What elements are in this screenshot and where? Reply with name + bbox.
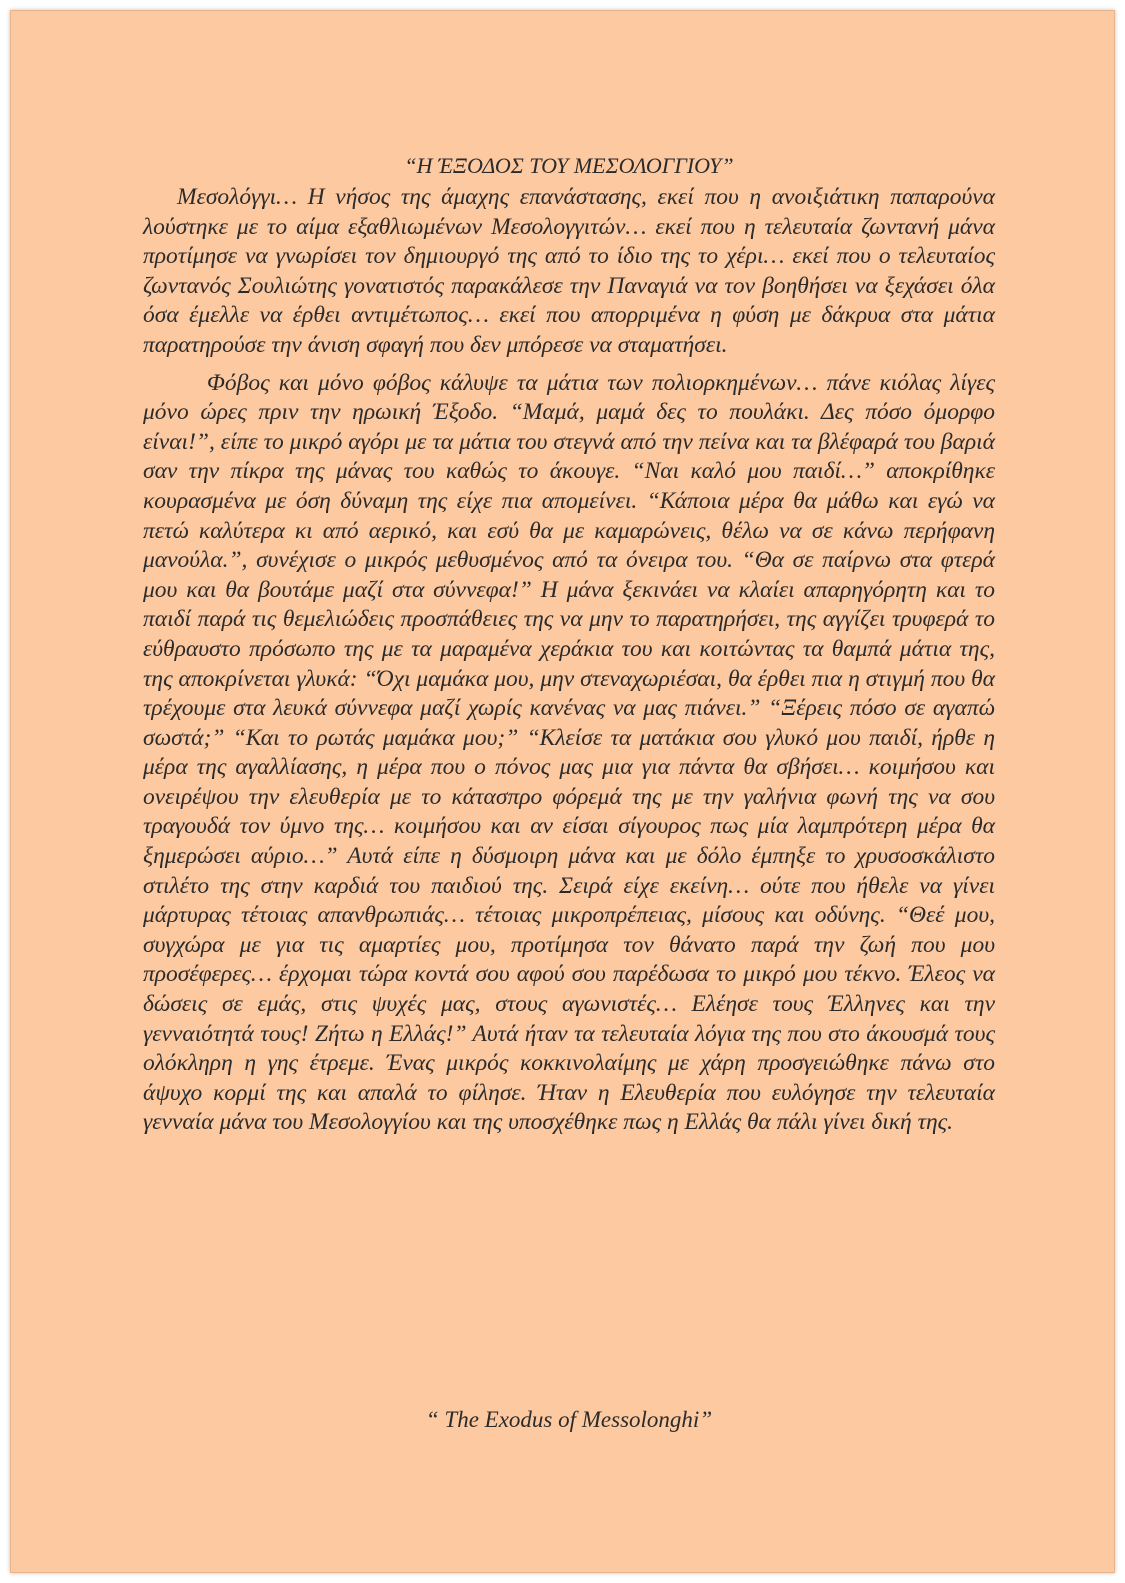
document-page <box>10 10 1115 1573</box>
paragraph-1: Μεσολόγγι… Η νήσος της άμαχης επανάστασης, εκεί που η ανοιξιάτικη παπαρούνα λούστηκε με το αίμα εξαθλιωμένων Μεσολογγιτών… εκεί που η τελευταία ζωντανή μάνα προτίμησε να γνωρίσει τον δημιουργό της από το ίδιο της το χέρι… εκεί που ο τελευταίος ζωντανός Σουλιώτης γονατιστός παρακάλεσε την Παναγιά να τον βοηθήσει να ξεχάσει όλα όσα έμελλε να έρθει αντιμέτωπος… εκεί που απορριμένα η φύση με δάκρυα στα μάτια παρατηρούσε την άνιση σφαγή που δεν μπόρεσε να σταματήσει. <box>143 184 995 358</box>
document-title: “Η ΈΞΟΔΟΣ ΤΟΥ ΜΕΣΟΛΟΓΓΙΟΥ” <box>404 153 734 178</box>
document-body <box>143 151 995 1138</box>
english-title: “ The Exodus of Messolonghi” <box>425 1407 713 1432</box>
paragraph-2: Φόβος και μόνο φόβος κάλυψε τα μάτια των πολιορκημένων… πάνε κιόλας λίγες μόνο ώρες πριν την ηρωική Έξοδο. “Μαμά, μαμά δες το πουλάκι. Δες πόσο όμορφο είναι!”, είπε το μικρό αγόρι με τα μάτια του στεγνά από την πείνα και τα βλέφαρά του βαριά σαν την πίκρα της μάνας του καθώς το άκουγε. “Ναι καλό μου παιδί…” αποκρίθηκε κουρασμένα με όση δύναμη της είχε πια απομείνει. “Κάποια μέρα θα μάθω και εγώ να πετώ καλύτερα κι από αερικό, και εσύ θα με καμαρώνεις, θέλω να σε κάνω περήφανη μανούλα.”, συνέχισε ο μικρός μεθυσμένος από τα όνειρα του. “Θα σε παίρνω στα φτερά μου και θα βουτάμε μαζί στα σύννεφα!” Η μάνα ξεκινάει να κλαίει απαρηγόρητη και το παιδί παρά τις θεμελιώδεις προσπάθειες της να μην το παρατηρήσει, της αγγίζει τρυφερά το εύθραυστο πρόσωπο της με τα μαραμένα χεράκια του και κοιτώντας τα θαμπά μάτια της, της αποκρίνεται γλυκά: “Όχι μαμάκα μου, μην στεναχωριέσαι, θα έρθει πια η στιγμή που θα τρέχουμε στα λευκά σύννεφα μαζί χωρίς κανένας να μας πιάνει.” “Ξέρεις πόσο σε αγαπώ σωστά;” “Και το ρωτάς μαμάκα μου;” “Κλείσε τα ματάκια σου γλυκό μου παιδί, ήρθε η μέρα της αγαλλίασης, η μέρα που ο πόνος μας μια για πάντα θα σβήσει… κοιμήσου και ονειρέψου την ελευθερία με το κάτασπρο φόρεμά της με την γαλήνια φωνή της να σου τραγουδά τον ύμνο της… κοιμήσου και αν είσαι σίγουρος πως μία λαμπρότερη μέρα θα ξημερώσει αύριο…” Αυτά είπε η δύσμοιρη μάνα και με δόλο έμπηξε το χρυσοσκάλιστο στιλέτο της στην καρδιά του παιδιού της. Σειρά είχε εκείνη… ούτε που ήθελε να γίνει μάρτυρας τέτοιας απανθρωπιάς… τέτοιας μικροπρέπειας, μίσους και οδύνης. “Θεέ μου, συγχώρα με για τις αμαρτίες μου, προτίμησα τον θάνατο παρά την ζωή που μου προσέφερες… έρχομαι τώρα κοντά σου αφού σου παρέδωσα το μικρό μου τέκνο. Έλεος να δώσεις σε εμάς, στις ψυχές μας, στους αγωνιστές… Ελέησε τους Έλληνες και την γενναιότητά τους! Ζήτω η Ελλάς!” Αυτά ήταν τα τελευταία λόγια της που στο άκουσμά τους ολόκληρη η γης έτρεμε. Ένας μικρός κοκκινολαίμης με χάρη προσγειώθηκε πάνω στο άψυχο κορμί της και απαλά το φίλησε. Ήταν η Ελευθερία που ευλόγησε την τελευταία γενναία μάνα του Μεσολογγίου και της υποσχέθηκε πως η Ελλάς θα πάλι γίνει δική της. <box>143 369 995 1136</box>
